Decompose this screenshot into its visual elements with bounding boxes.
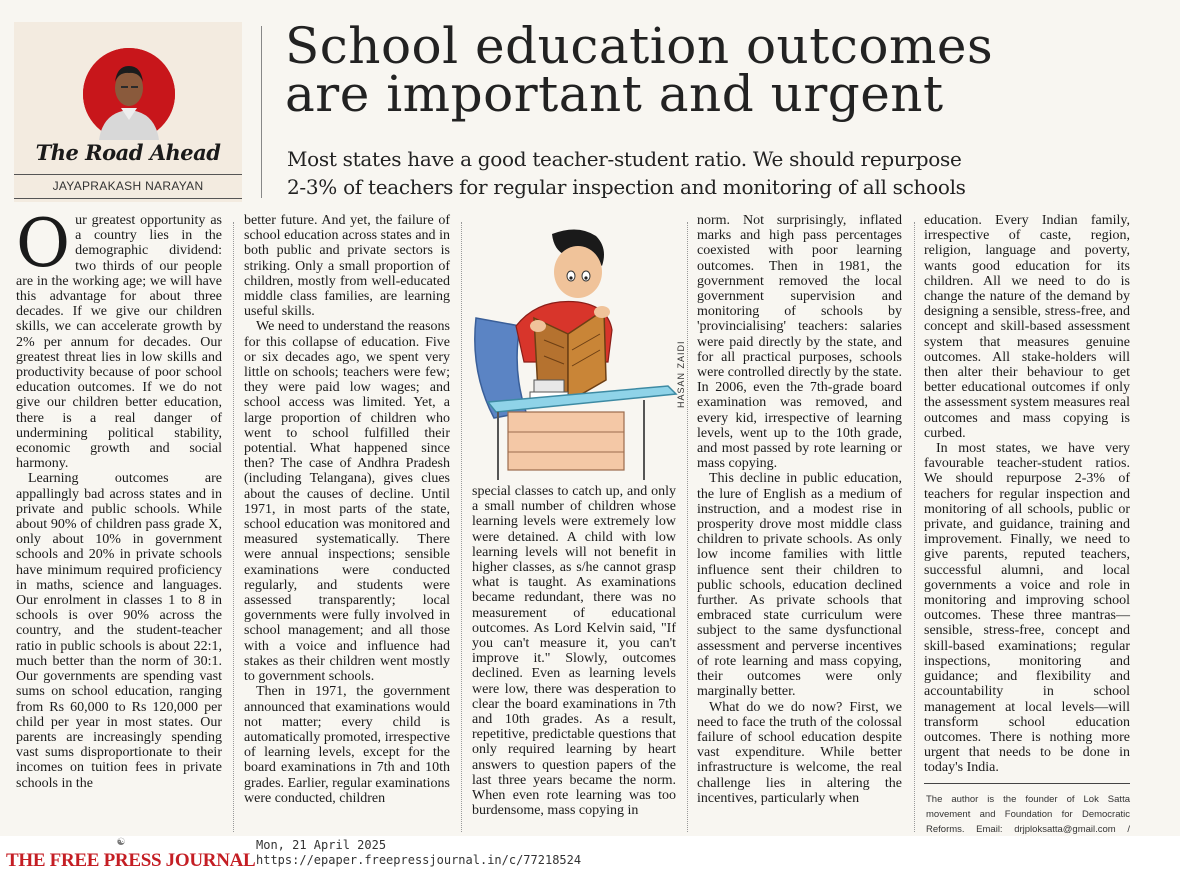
paragraph: This decline in public education, the lure of English as a medium of instruction, and a modest rise in prosperity drove most middle class children to private schools. As only low income families with little influence sent their children to public schools, education declined further. As private schools that embraced state curriculum were subject to the same dysfunctional assessment and perverse incentives of rote learning and mass copying, their outcomes were only marginally better. [697,471,902,700]
illustration-credit: HASAN ZAIDI [676,340,686,408]
author-bio: The author is the founder of Lok Satta movement and Foundation for Democratic Reforms. Email: drjploksatta@gmail.com / [926,794,1130,835]
deck [287,145,1177,201]
headline-line-2: are important and urgent [285,65,944,123]
paragraph: special classes to catch up, and only a small number of children whose learning levels were extremely low were detained. A child with low learning levels will not benefit in higher classes, as s/he cannot grasp what is taught. As examinations became redundant, there was no measurement of educational outcomes. As Lord Kelvin said, "If you can't measure it, you can't improve it." Slowly, outcomes declined. Even as learning levels were low, there was desperation to clear the board examinations in 7th and 10th grades. As a result, repetitive, predictable questions that only required learning by heart answers to question papers of the last three years became the norm. When even rote learning was too burdensome, mass copying in [472,484,676,819]
drop-cap: O [16,205,71,282]
column-separator [461,222,462,832]
author-byline: JAYAPRAKASH NARAYAN [52,179,204,193]
paragraph: better future. And yet, the failure of school education across states and in both public and private sectors is striking. Only a small proportion of children, mostly from well-educated middle class families, are learning useful skills. [244,213,450,320]
masthead-emblem-icon: ☯ [116,837,126,848]
paragraph: In most states, we have very favourable teacher-student ratios. We should repurpose 2-3% of teachers for regular inspection and monitoring of all schools, public or private, and guidance, training and improvement. Finally, we need to give parents, reputed teachers, successful alumni, and local governments a voice and role in monitoring and improving school outcomes. These three mantras—sensible, stress-free, concept and skill-based examinations; regular inspections, monitoring and guidance; and flexibility and accountability in school management at local levels—will transform school education outcomes. There is nothing more urgent that needs to be done in today's India. [924,441,1130,776]
bio-rule [924,783,1130,784]
column-name: The Road Ahead [35,140,221,165]
paragraph: Then in 1971, the government announced that examinations would not matter; every child is automatically promoted, irrespective of learning levels, except for the board examinations in 7th and 10th grades. Earlier, regular examinations were conducted, children [244,684,450,806]
article-column-3 [472,484,676,835]
headline-line-1: School education outcomes [285,17,994,75]
author-photo [83,48,175,140]
paragraph: We need to understand the reasons for this collapse of education. Five or six decades ago, we spent very little on schools; teachers were few; they were paid low wages; and school access was limited. Yet, a large proportion of children who went to school fulfilled their potential. What happened since then? The case of Andhra Pradesh (including Telangana), gives clues about the causes of decline. Until 1971, in most parts of the state, school education was monitored and measured systematically. There were annual inspections; sensible examinations were conducted regularly, and students were assessed transparently; local governments were fully involved in school management; and all those with a voice and influence had stakes as their children went mostly to government schools. [244,319,450,685]
paragraph: ur greatest opportunity as a country lies in the demographic dividend: two thirds of our people are in the working age; we will have this advantage for about three decades. If we give our children skills, we can accelerate growth by 2% per annum for decades. Our greatest threat lies in low skills and productivity because of poor school education outcomes. If we do not give our children better education, there is a real danger of undermining political stability, economic growth and social harmony. [16,213,222,472]
source-url[interactable]: https://epaper.freepressjournal.in/c/77218524 [256,853,582,867]
deck-line-2: 2-3% of teachers for regular inspection and monitoring of all schools [287,175,966,199]
paragraph: education. Every Indian family, irrespective of caste, region, religion, language and poverty, wants good education for its children. All we need to do is change the nature of the demand by designing a sensible, stress-free, and concept and skill-based assessment system that measures genuine outcomes. All stake-holders will then alter their behaviour to get better educational outcomes if only the assessment system measures real outcomes and mass copying is curbed. [924,213,1130,441]
column-rule-bottom [14,198,242,199]
header-divider [261,26,262,198]
headline [285,17,1175,123]
column-separator [233,222,234,832]
article-column-5 [924,213,1130,776]
column-separator [914,222,915,832]
article-column-2 [244,213,450,835]
deck-line-1: Most states have a good teacher-student ratio. We should repurpose [287,147,962,171]
column-separator [687,222,688,832]
column-rule-top [14,174,242,175]
article-column-1 [16,205,222,835]
edition-date: Mon, 21 April 2025 [256,838,387,852]
illustration-student-reading [468,222,682,484]
footer-meta [256,838,581,868]
paragraph: What do we do now? First, we need to face the truth of the colossal failure of school education despite vast expenditure. While better infrastructure is welcome, the real challenge lies in altering the incentives, particularly when [697,699,902,806]
publication-logo[interactable]: THE FREE PRESS JOURNAL [6,850,256,871]
paragraph: Learning outcomes are appallingly bad across states and in private and public schools. While about 90% of children pass grade X, only about 10% in government schools and 20% in private schools have minimum required proficiency in maths, science and languages. Our enrolment in classes 1 to 8 in schools is over 90% across the country, and the student-teacher ratio in public schools is about 22:1, much better than the norm of 30:1. Our governments are spending vast sums on school education, ranging from Rs 60,000 to Rs 120,000 per child per year in most states. Our parents are increasingly spending vast sums disproportionate to their incomes on tuition fees in private schools in the [16,471,222,791]
article-column-4 [697,213,902,835]
paragraph: norm. Not surprisingly, inflated marks and high pass percentages coexisted with poor learning outcomes. Then in 1981, the government removed the local government supervision and monitoring of schools by 'provincialising' teachers: salaries were paid directly by the state, and for all practical purposes, schools were controlled directly by the state. In 2006, even the 7th-grade board examination was removed, and every kid, irrespective of learning levels, went up to the 10th grade, and most passed by rote learning or mass copying. [697,213,902,472]
